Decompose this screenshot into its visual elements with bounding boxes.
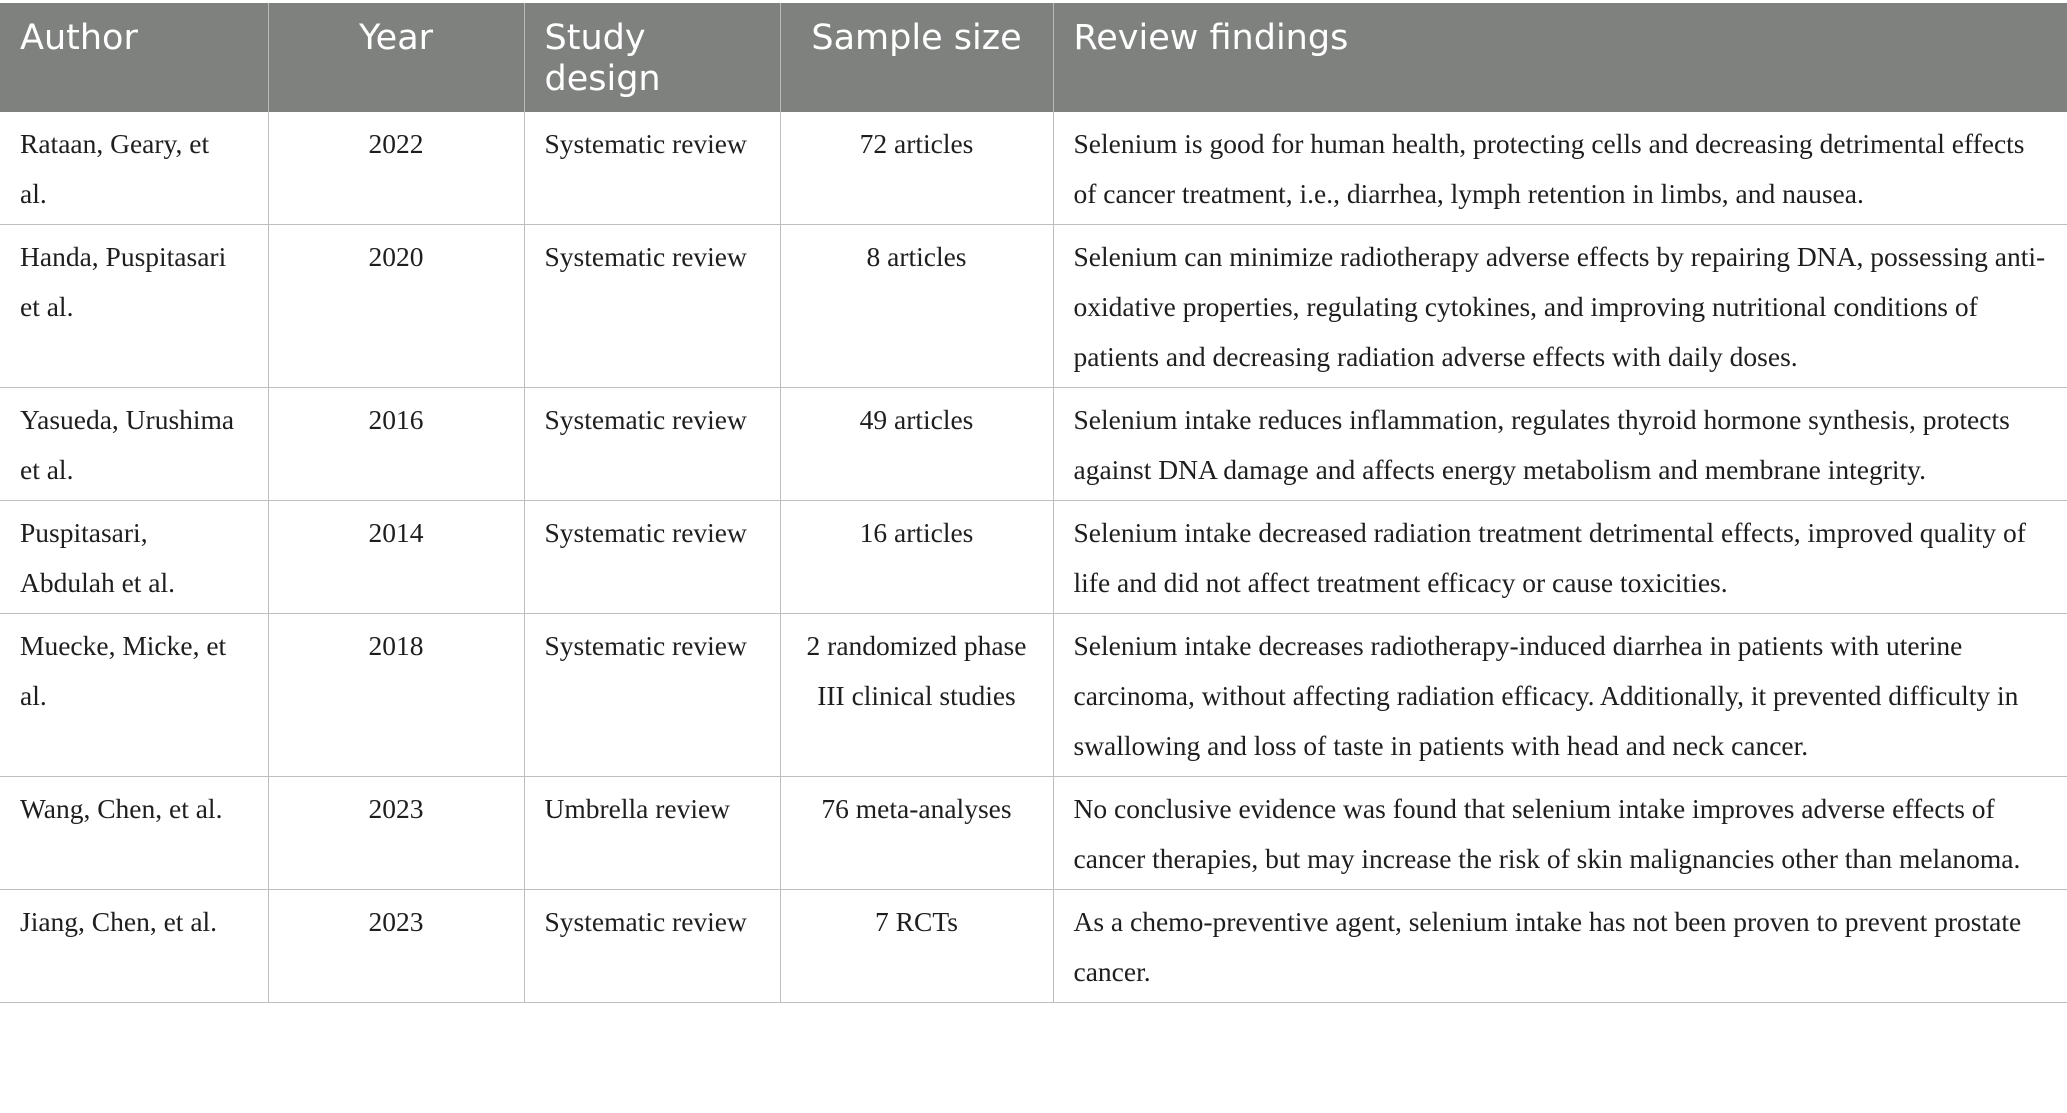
- header-author: Author: [0, 3, 268, 112]
- header-row: [0, 3, 2067, 112]
- cell-year: 2014: [268, 501, 524, 614]
- header-sample-size: Sample size: [780, 3, 1053, 112]
- header-review-findings: Review findings: [1053, 3, 2067, 112]
- cell-year: 2018: [268, 614, 524, 777]
- cell-review-findings: Selenium intake reduces inflammation, regulates thyroid hormone synthesis, protects against DNA damage and affects energy metabolism and membrane integrity.: [1053, 388, 2067, 501]
- cell-review-findings: Selenium is good for human health, protecting cells and decreasing detrimental effects of cancer treatment, i.e., diarrhea, lymph retention in limbs, and nausea.: [1053, 112, 2067, 225]
- table-row: [0, 890, 2067, 1003]
- cell-review-findings: No conclusive evidence was found that selenium intake improves adverse effects of cancer therapies, but may increase the risk of skin malignancies other than melanoma.: [1053, 777, 2067, 890]
- cell-year: 2022: [268, 112, 524, 225]
- table-body: [0, 112, 2067, 1003]
- table-row: [0, 112, 2067, 225]
- cell-review-findings: As a chemo-preventive agent, selenium intake has not been proven to prevent prostate cancer.: [1053, 890, 2067, 1003]
- table-row: [0, 777, 2067, 890]
- cell-year: 2023: [268, 890, 524, 1003]
- cell-sample-size: 7 RCTs: [780, 890, 1053, 1003]
- cell-study-design: Systematic review: [524, 614, 780, 777]
- header-year: Year: [268, 3, 524, 112]
- review-table: [0, 3, 2067, 1003]
- cell-study-design: Systematic review: [524, 388, 780, 501]
- cell-study-design: Systematic review: [524, 890, 780, 1003]
- cell-year: 2016: [268, 388, 524, 501]
- table-row: [0, 225, 2067, 388]
- table-header: [0, 3, 2067, 112]
- cell-author: Jiang, Chen, et al.: [0, 890, 268, 1003]
- cell-study-design: Systematic review: [524, 112, 780, 225]
- cell-author: Puspitasari, Abdulah et al.: [0, 501, 268, 614]
- cell-year: 2023: [268, 777, 524, 890]
- cell-sample-size: 72 articles: [780, 112, 1053, 225]
- cell-year: 2020: [268, 225, 524, 388]
- cell-author: Rataan, Geary, et al.: [0, 112, 268, 225]
- table-row: [0, 501, 2067, 614]
- header-study-design: Study design: [524, 3, 780, 112]
- cell-study-design: Systematic review: [524, 501, 780, 614]
- table-row: [0, 388, 2067, 501]
- cell-author: Yasueda, Urushima et al.: [0, 388, 268, 501]
- cell-review-findings: Selenium can minimize radiotherapy adverse effects by repairing DNA, possessing anti-oxidative properties, regulating cytokines, and improving nutritional conditions of patients and decreasing radiation adverse effects with daily doses.: [1053, 225, 2067, 388]
- cell-sample-size: 76 meta-analyses: [780, 777, 1053, 890]
- cell-study-design: Umbrella review: [524, 777, 780, 890]
- cell-review-findings: Selenium intake decreased radiation treatment detrimental effects, improved quality of life and did not affect treatment efficacy or cause toxicities.: [1053, 501, 2067, 614]
- cell-review-findings: Selenium intake decreases radiotherapy-induced diarrhea in patients with uterine carcinoma, without affecting radiation efficacy. Additionally, it prevented difficulty in swallowing and loss of taste in patients with head and neck cancer.: [1053, 614, 2067, 777]
- cell-author: Muecke, Micke, et al.: [0, 614, 268, 777]
- cell-author: Wang, Chen, et al.: [0, 777, 268, 890]
- cell-sample-size: 2 randomized phase III clinical studies: [780, 614, 1053, 777]
- cell-sample-size: 16 articles: [780, 501, 1053, 614]
- table-row: [0, 614, 2067, 777]
- cell-author: Handa, Puspitasari et al.: [0, 225, 268, 388]
- cell-sample-size: 8 articles: [780, 225, 1053, 388]
- cell-sample-size: 49 articles: [780, 388, 1053, 501]
- cell-study-design: Systematic review: [524, 225, 780, 388]
